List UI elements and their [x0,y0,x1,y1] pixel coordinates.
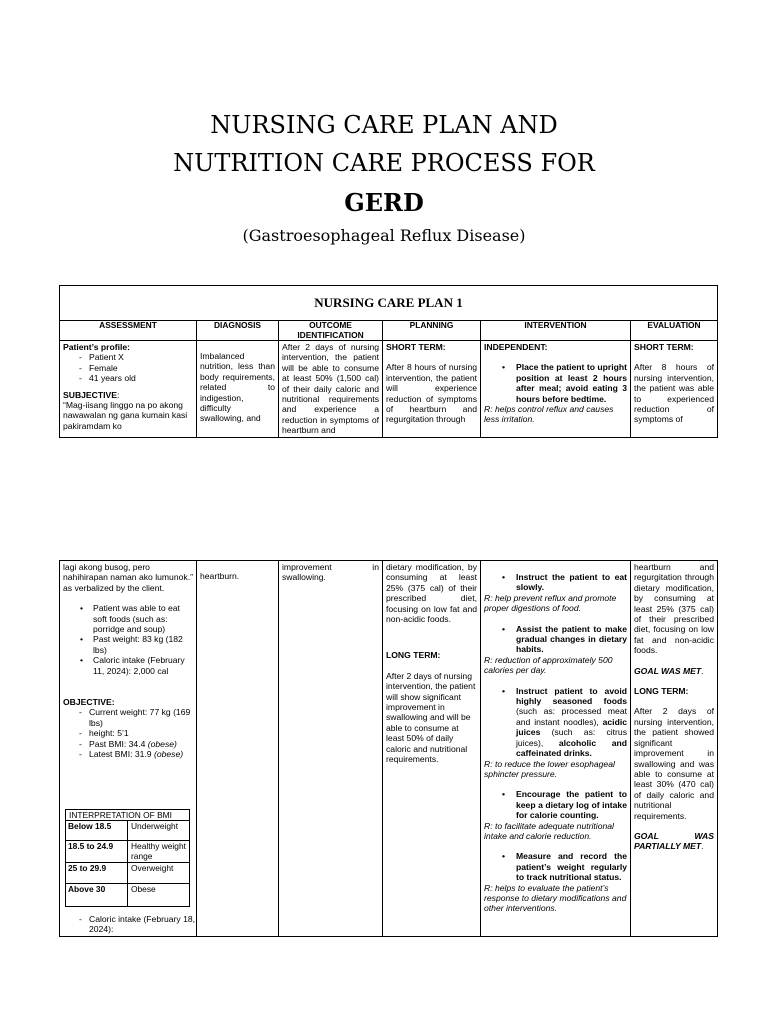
planning-long-term-label: LONG TERM: [386,650,441,661]
bmi-row [66,821,189,841]
header-intervention: INTERVENTION [481,320,631,340]
objective-item: - Current weight: 77 kg (169 lbs) [63,707,193,728]
profile-item: - Female [63,363,193,373]
planning-cell-cont [383,561,481,936]
intervention-cell-cont [481,561,631,936]
bmi-row [66,884,189,906]
evaluation-long-term-label: LONG TERM: [634,686,689,697]
objective-label: OBJECTIVE: [63,697,115,708]
intervention-item: • Instruct the patient to eat slowly. [484,572,627,593]
objective-item: - Caloric intake (February 18, 2024): [63,914,197,935]
profile-label: Patient’s profile: [63,342,131,352]
planning-long-term-text: After 2 days of nursing intervention, the patient will show significant improvement in swallowing and will be able to consume at least 50% of daily caloric and nutritional requirements. [386,670,476,765]
profile-item: - 41 years old [63,373,193,383]
bmi-category: Obese [131,884,156,894]
diagnosis-text-cont: heartburn. [200,571,240,581]
intervention-rationale: R: to facilitate adequate nutritional intake and calorie reduction. [484,820,614,841]
evaluation-cell-cont [631,561,717,936]
bmi-range: Above 30 [66,884,128,906]
assessment-cell [60,341,197,437]
title-gerd: GERD [344,188,424,217]
subjective-bullet: • Past weight: 83 kg (182 lbs) [63,634,193,655]
outcome-cell-cont [279,561,383,936]
bmi-category: Healthy weight range [131,841,186,861]
bmi-range: 25 to 29.9 [66,863,128,883]
table-title: NURSING CARE PLAN 1 [60,286,717,321]
assessment-cell-cont [60,561,197,936]
care-plan-table-part-2 [59,560,718,937]
header-assessment: ASSESSMENT [60,320,197,340]
goal-met-1: GOAL WAS MET. [634,665,704,676]
intervention-item: • Place the patient to upright position at least 2 hours after meal; avoid eating 3 hours before bedtime. [484,362,627,404]
table-header-row [60,320,717,341]
intervention-cell [481,341,631,437]
intervention-item: • Encourage the patient to keep a dietary log of intake for calorie counting. [484,789,627,820]
subjective-colon: : [116,389,120,400]
intervention-item: • Instruct patient to avoid highly seasoned foods (such as: processed meat and instant noodles), acidic juices (such as: citrus juices), alcoholic and caffeinated drinks. [484,686,627,759]
evaluation-long-term-text: After 2 days of nursing intervention, the patient showed significant improvement in swallowing and was able to consume at least 30% (470 cal) of daily caloric and nutritional requirements. [634,706,714,821]
evaluation-short-term-label: SHORT TERM: [634,342,694,352]
diagnosis-cell-cont [197,561,279,936]
intervention-rationale: R: help prevent reflux and promote proper digestions of food. [484,592,617,614]
intervention-rationale: R: reduction of approximately 500 calories per day. [484,654,613,676]
objective-item: - height: 5’1 [63,728,193,738]
independent-label: INDEPENDENT: [484,342,548,352]
header-planning: PLANNING [383,320,481,340]
intervention-rationale: R: helps to evaluate the patient’s response to dietary modifications and other interventions. [484,882,627,914]
subjective-bullet: • Patient was able to eat soft foods (such as: porridge and soup) [63,603,193,634]
planning-short-term-label: SHORT TERM: [386,342,446,352]
goal-met-2: GOAL WAS PARTIALLY MET. [634,830,714,852]
planning-short-term-text-cont: dietary modification, by consuming at least 25% (375 cal) of their prescribed diet, focusing on low fat and non-acidic foods. [386,562,477,625]
bmi-category: Underweight [131,821,179,831]
bmi-table [65,809,190,907]
diagnosis-cell [197,341,279,437]
title-line-2: NUTRITION CARE PROCESS FOR [173,149,595,177]
objective-item: - Latest BMI: 31.9 (obese) [63,749,193,759]
subjective-heading [63,390,193,400]
planning-cell [383,341,481,437]
evaluation-cell [631,341,717,437]
intervention-item: • Measure and record the patient’s weight regularly to track nutritional status. [484,851,627,882]
diagnosis-text: Imbalanced nutrition, less than body requirements, related to indigestion, difficulty swallowing, and [200,351,275,424]
subjective-label: SUBJECTIVE [63,389,117,400]
intervention-item: • Assist the patient to make gradual changes in dietary habits. [484,624,627,655]
planning-short-term-text: After 8 hours of nursing intervention, the patient will experience reduction of symptoms of heartburn and regurgitation through [386,362,477,425]
profile-item: - Patient X [63,352,193,362]
bmi-category: Overweight [131,863,174,873]
care-plan-table-part-1 [59,285,718,438]
header-evaluation: EVALUATION [647,320,701,330]
outcome-cell [279,341,383,437]
bmi-range: 18.5 to 24.9 [66,841,128,862]
subjective-bullet: • Caloric intake (February 11, 2024): 2,000 cal [63,655,193,676]
intervention-rationale: R: to reduce the lower esophageal sphincter pressure. [484,758,615,779]
intervention-rationale: R: helps control reflux and causes less irritation. [484,404,614,425]
obese-note: (obese) [147,738,177,749]
outcome-text: After 2 days of nursing intervention, the patient will be able to consume at least 50% (1,500 cal) of their daily caloric and nutritional requirements and experience a reduction in symptoms of heartburn and [282,342,379,436]
bmi-row [66,841,189,863]
subtitle: (Gastroesophageal Reflux Disease) [242,226,526,245]
bmi-range: Below 18.5 [66,821,128,840]
subjective-quote-cont: lagi akong busog, pero nahihirapan naman ako lumunok.” as verbalized by the client. [63,562,193,593]
table-body-part-1 [60,341,717,437]
objective-item: - Past BMI: 34.4 (obese) [63,739,193,749]
bmi-table-header: INTERPRETATION OF BMI [66,810,189,821]
header-outcome: OUTCOME IDENTIFICATION [279,320,383,340]
title-line-1: NURSING CARE PLAN AND [210,111,558,139]
subjective-quote: “Mag-iisang linggo na po akong nawawalan ng gana kumain kasi pakiramdam ko [63,400,188,431]
outcome-text-cont: improvement in swallowing. [282,562,379,583]
evaluation-short-term-text-cont: heartburn and regurgitation through dietary modification, by consuming at least 25% (375 cal) of their prescribed diet, focusing on low fat and non-acidic foods. [634,562,714,656]
evaluation-short-term-text: After 8 hours of nursing intervention, the patient was able to experienced reduction of symptoms of [634,362,714,425]
bmi-row [66,863,189,884]
header-diagnosis: DIAGNOSIS [197,320,279,340]
obese-note: (obese) [153,749,184,760]
